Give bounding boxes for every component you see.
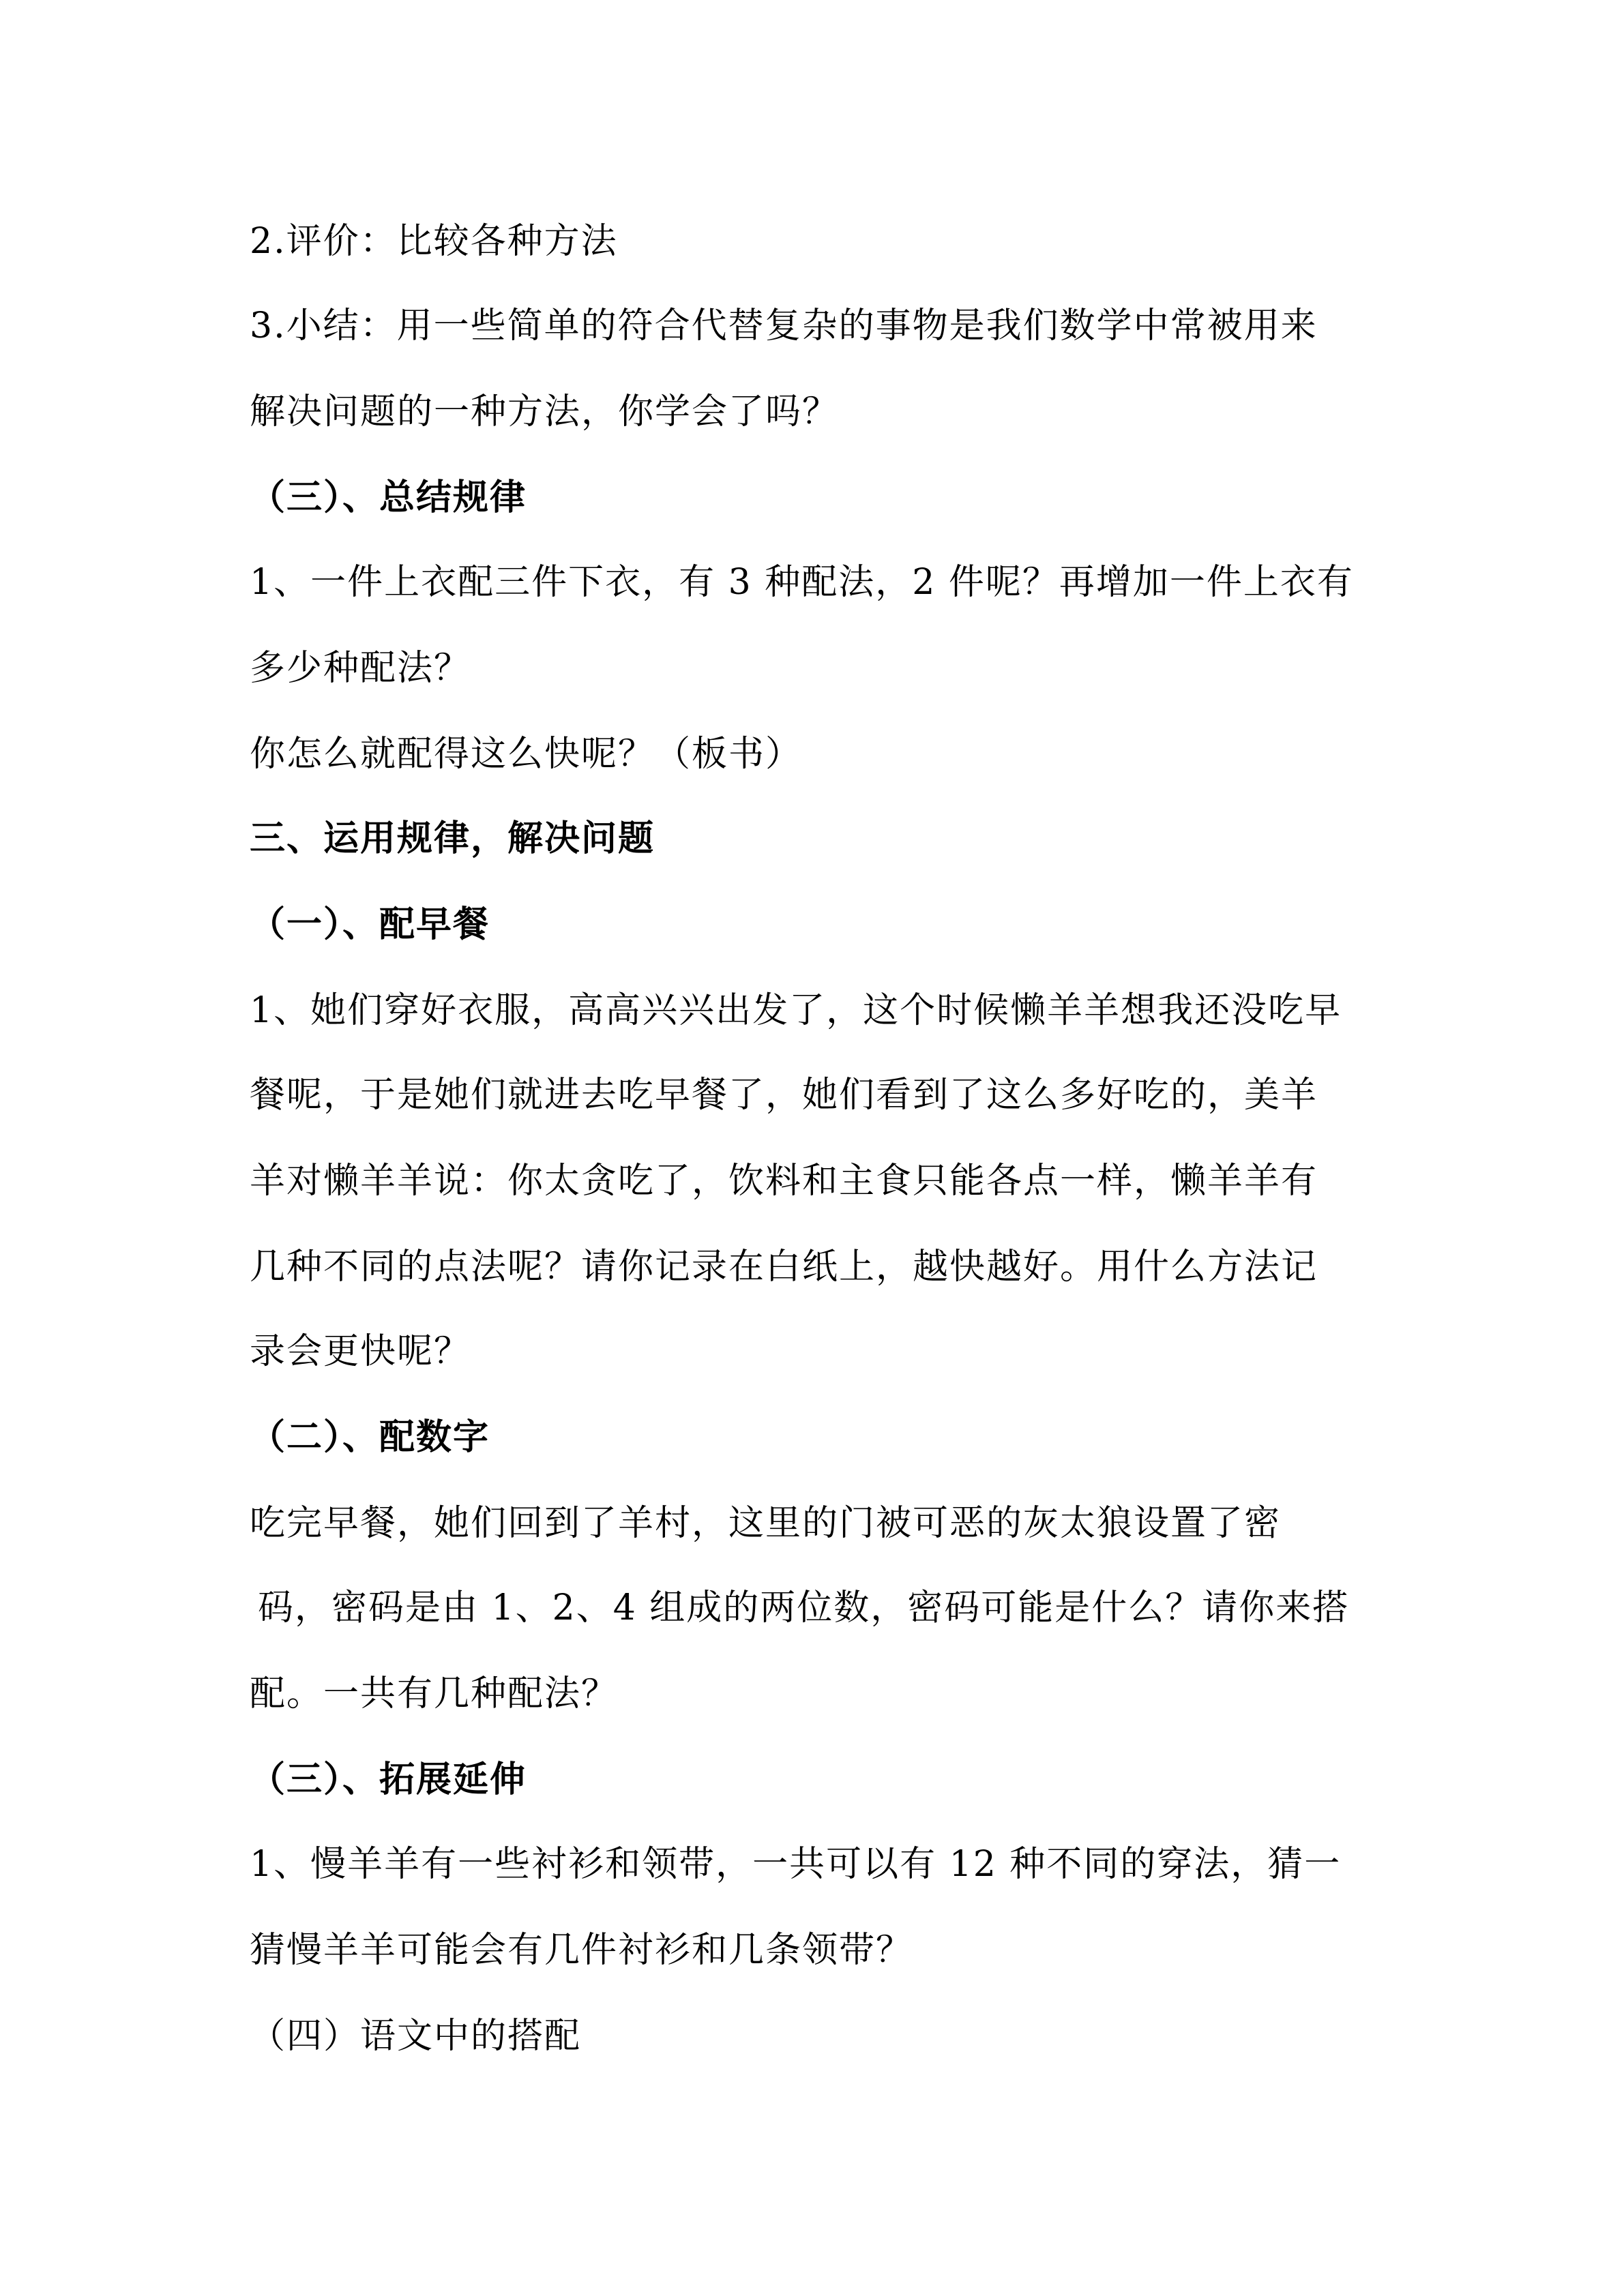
text-line: 码，密码是由 1、2、4 组成的两位数，密码可能是什么？请你来搭	[258, 1587, 1350, 1628]
text-line: 1、她们穿好衣服，高高兴兴出发了，这个时候懒羊羊想我还没吃早	[250, 990, 1342, 1031]
section-heading: （三）、总结规律	[250, 477, 527, 518]
text-line: 3.小结：用一些简单的符合代替复杂的事物是我们数学中常被用来	[250, 305, 1318, 346]
section-heading: （一）、配早餐	[250, 904, 490, 945]
text-line: 你怎么就配得这么快呢？（板书）	[250, 734, 803, 775]
text-line: 餐呢，于是她们就进去吃早餐了，她们看到了这么多好吃的，美羊	[250, 1075, 1318, 1116]
text-line: 羊对懒羊羊说：你太贪吃了，饮料和主食只能各点一样，懒羊羊有	[250, 1161, 1318, 1202]
text-line: 1、慢羊羊有一些衬衫和领带，一共可以有 12 种不同的穿法，猜一	[250, 1844, 1342, 1885]
text-line: 配。一共有几种配法？	[250, 1673, 619, 1714]
section-heading: 三、运用规律，解决问题	[250, 818, 655, 859]
text-line: 2.评价：比较各种方法	[250, 221, 618, 262]
text-line: 解决问题的一种方法，你学会了吗？	[250, 391, 840, 432]
text-line: 几种不同的点法呢？请你记录在白纸上，越快越好。用什么方法记	[250, 1247, 1318, 1287]
text-line: 猜慢羊羊可能会有几件衬衫和几条领带？	[250, 1930, 913, 1971]
section-heading: （二）、配数字	[250, 1417, 490, 1458]
section-heading: （四）语文中的搭配	[250, 2016, 582, 2057]
text-line: 1、一件上衣配三件下衣，有 3 种配法，2 件呢？再增加一件上衣有	[250, 562, 1354, 603]
section-heading: （三）、拓展延伸	[250, 1759, 527, 1800]
text-line: 多少种配法？	[250, 648, 471, 689]
text-line: 录会更快呢？	[250, 1331, 471, 1372]
text-line: 吃完早餐，她们回到了羊村，这里的门被可恶的灰太狼设置了密	[250, 1503, 1282, 1544]
